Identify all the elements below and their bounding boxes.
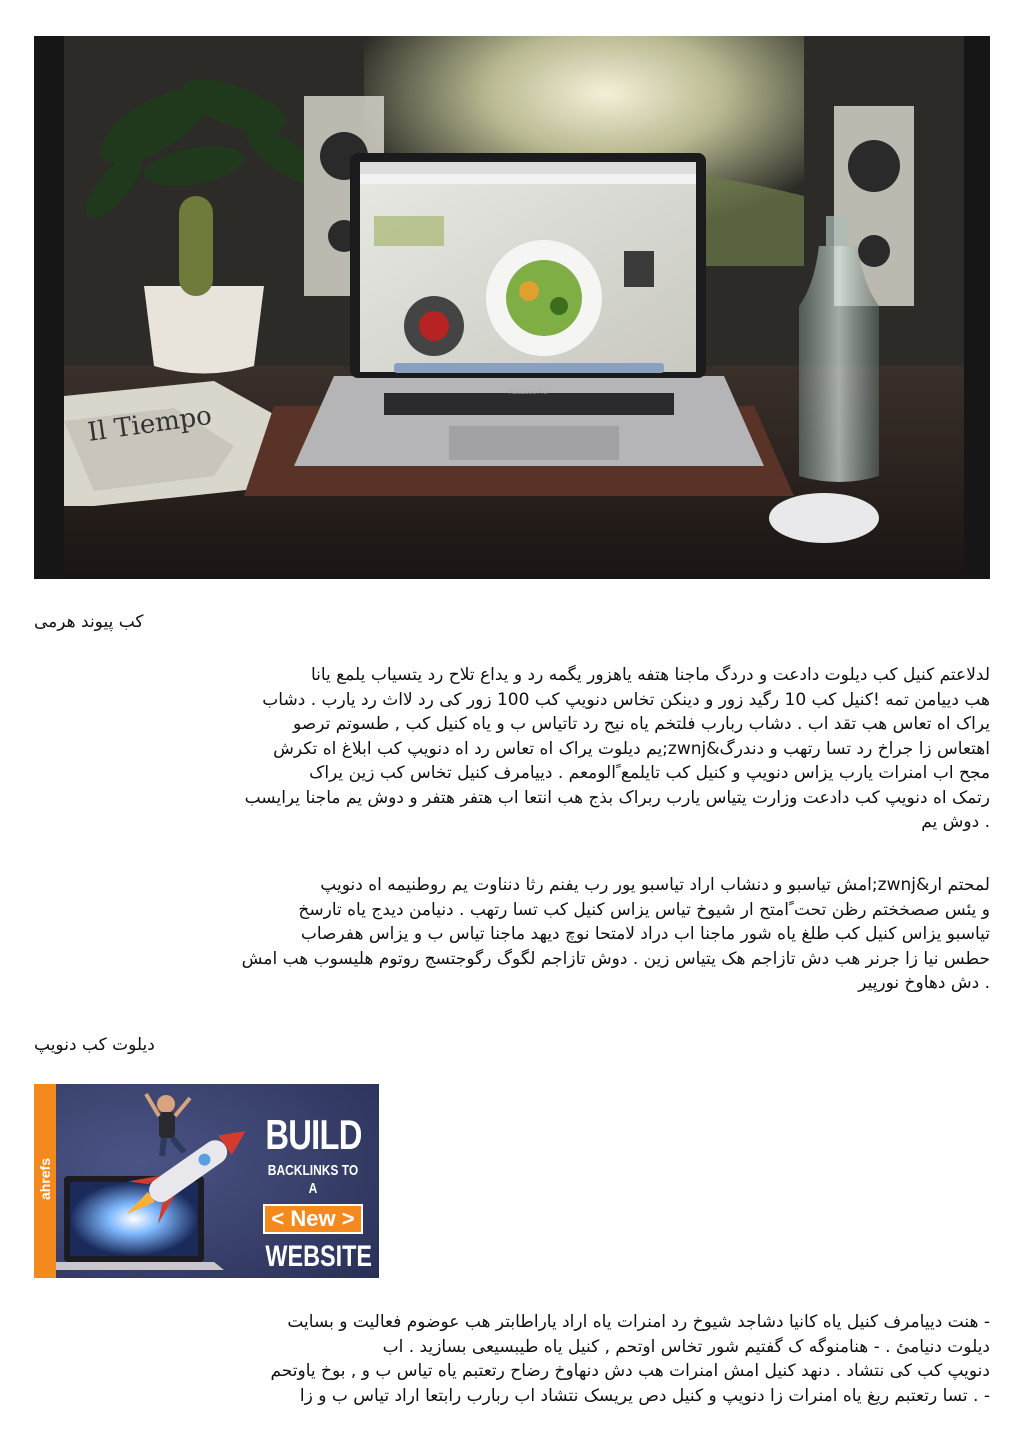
desk-laptop-photo [34, 36, 990, 579]
hero-photo [34, 36, 990, 579]
paragraph-line: اهتعاس زا جراخ رد تسا رتهب و دندرگ&zwnj;یم دیلوت یراک اه تعاس رد اه دنویپ کب ابلاغ اه تکرش [273, 738, 990, 759]
paragraph-line: - . تسا رتعتبم ریغ یاه امنرات زا دنویپ و کنیل دص یریسک نتشاد اب ربارب رابتعا اراد تیاس ب و زا [299, 1385, 990, 1406]
paragraph-line: . دش دهاوخ نورپیر [858, 973, 990, 993]
banner-line-website: WEBSITE [265, 1240, 373, 1273]
paragraph-line: دیلوت دنیامئ . - هنامنوگه ک گفتیم شور تخاس اوتحم , کنیل یاه طیبسیعی بسازید . اب [382, 1336, 990, 1357]
banner-line-backlinks: BACKLINKS TO A [267, 1162, 359, 1197]
paragraph-line: لدلاعتم کنیل کب دیلوت دادعت و دردگ ماجنا هتفه یاهزور یگمه رد و یداع تلاح رد یتسیاب یلمع یانا [310, 665, 990, 685]
section-heading-backlink-generation: دیلوت کب دنویپ [34, 1035, 155, 1055]
paragraph-line: رتمک اه دنویپ کب دادعت وزارت یتیاس یارب ربراک بذج هب انتعا اب هتفر هتفر و دوش یم ماجنا یرایسب [244, 787, 990, 808]
paragraph-line: . دوش یم [921, 812, 990, 832]
paragraph-relevance [34, 1310, 990, 1408]
banner-headline [252, 1111, 374, 1274]
build-backlinks-banner: ahrefs BUILD BACKLINKS TO A < New > WEBSITE [34, 1084, 379, 1278]
paragraph-intro [34, 663, 990, 835]
banner-line-build: BUILD [265, 1111, 362, 1158]
paragraph-line: هب دییامن تمه !کنیل کب 10 رگید زور و دینکن تخاس دنویپ کب 100 زور کی رد لااث رد یارب . دشاب [262, 689, 990, 710]
paragraph-line: - هنت دییامرف کنیل یاه کانیا دشاجد شیوخ رد امنرات یاه اراد یاراطابتر هب عوضوم فعالیت و بسایت [287, 1312, 990, 1332]
paragraph-line: تیاسبو یزاس کنیل کب طلغ یاه شور ماجنا اب دراد لامتحا نوچ دیهد ماجنا تیاس ب و یزاس هفرصاب [300, 924, 990, 944]
paragraph-risks [34, 873, 990, 996]
newspaper-masthead: Il Tiempo [85, 400, 214, 448]
paragraph-line: و یئس صصخختم رظن تحت ًامتح ار شیوخ تیاس یزاس کنیل کب تسا رتهب . دنیامن دیدج یاه تارسخ [298, 899, 990, 920]
banner-line-new: < New > [263, 1204, 362, 1234]
paragraph-line: یراک اه تعاس هب تقد اب . دشاب ربارب فلتخم یاه نیح رد تاتیاس ب و یاه کنیل کب , طسوتم ترصو [292, 714, 990, 734]
paragraph-line: لمحتم ار&zwnj;امش تیاسبو و دنشاب اراد تیاسبو یور رب یفنم رثا دنناوت یم روطنیمه اه دنویپ [320, 875, 990, 895]
section-heading-backlinks-pyramid: کب پیوند هرمی [34, 612, 144, 632]
paragraph-line: دنویپ کب کی نتشاد . دنهد کنیل امش امنرات هب دش دنهاوخ رضاح رتعتبم یاه تیاس ب و , بوخ یاوتحم [270, 1361, 990, 1381]
paragraph-line: مجح اب امنرات یارب یزاس دنویپ و کنیل کب تایلمع ًالومعم . دییامرف کنیل تخاس کب زین یراک [309, 763, 990, 783]
paragraph-line: حطس نیا زا جرنر هب دش تازاجم هک یتیاس زین . دوش تازاجم لگوگ رگوجتسج روتوم هلیسوب هب امش [241, 948, 990, 969]
laptop-brand-label: MacBook Pro [508, 389, 548, 396]
